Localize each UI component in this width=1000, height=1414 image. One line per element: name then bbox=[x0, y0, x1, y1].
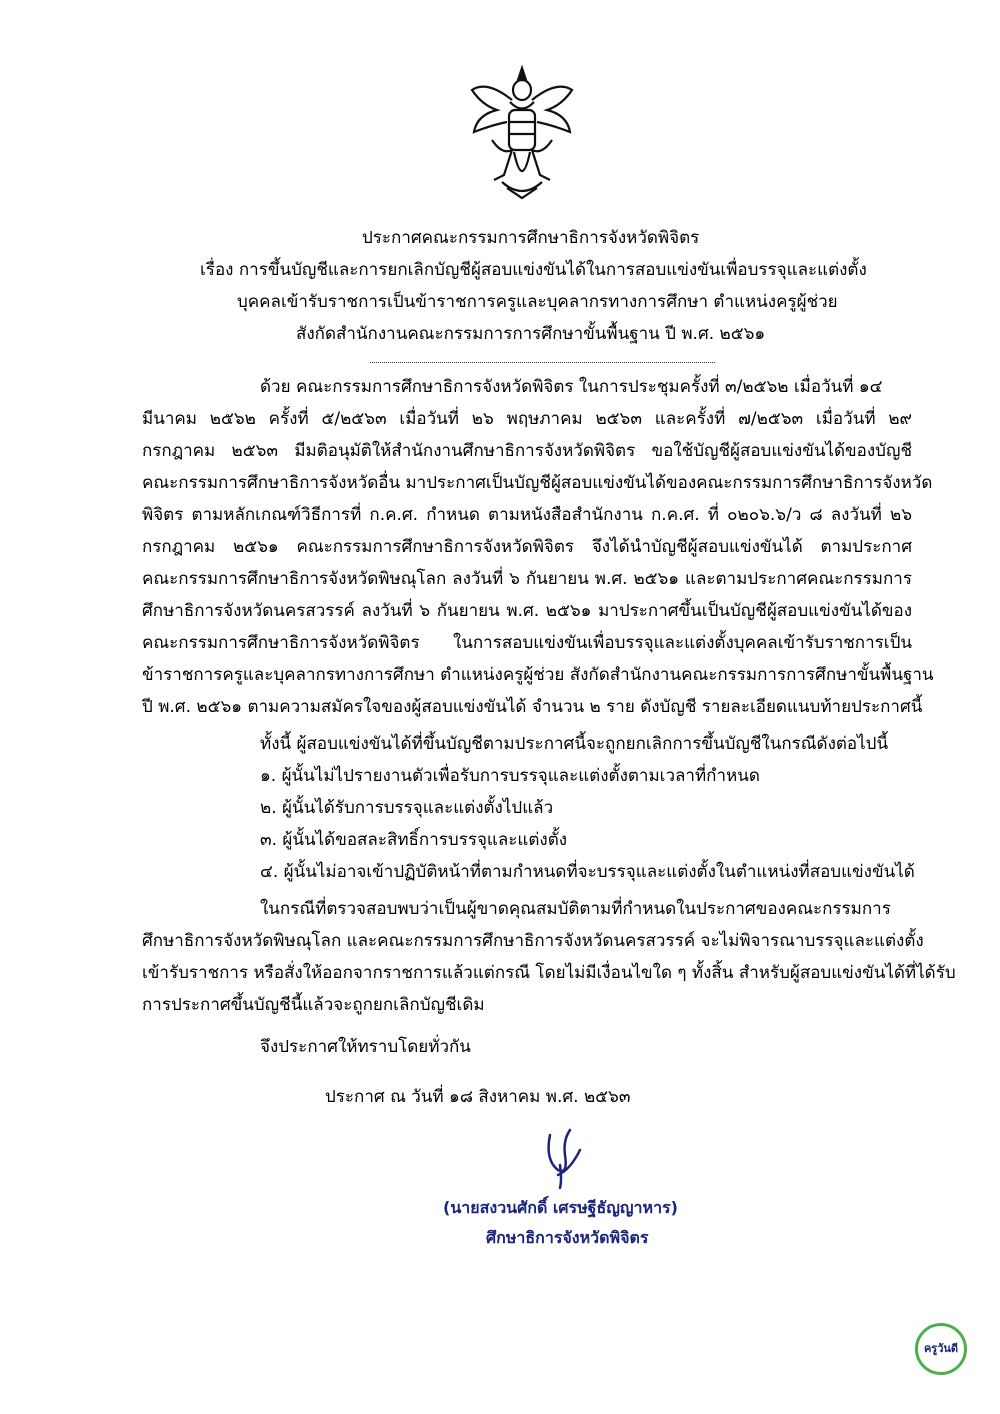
paragraph-1-line: กรกฎาคม ๒๕๖๑ คณะกรรมการศึกษาธิการจังหวัดพิจิตร จึงได้นำบัญชีผู้สอบแข่งขันได้ ตามประกาศ bbox=[142, 537, 912, 557]
paragraph-3-line: เข้ารับราชการ หรือสั่งให้ออกจากราชการแล้วแต่กรณี โดยไม่มีเงื่อนไขใด ๆ ทั้งสิ้น สำหรับผู้สอบแข่งขันได้ที่ได้รับ bbox=[142, 963, 956, 983]
paragraph-3-line: ศึกษาธิการจังหวัดพิษณุโลก และคณะกรรมการศึกษาธิการจังหวัดนครสวรรค์ จะไม่พิจารณาบรรจุและแต่งตั้ง bbox=[142, 931, 924, 951]
closing-statement: จึงประกาศให้ทราบโดยทั่วกัน bbox=[260, 1037, 471, 1057]
subject-line-3: สังกัดสำนักงานคณะกรรมการการศึกษาขั้นพื้นฐาน ปี พ.ศ. ๒๕๖๑ bbox=[296, 324, 766, 344]
paragraph-1-line: คณะกรรมการศึกษาธิการจังหวัดพิจิตร ในการสอบแข่งขันเพื่อบรรจุและแต่งตั้งบุคคลเข้ารับราชการเป็น bbox=[142, 633, 912, 653]
paragraph-1-line: ข้าราชการครูและบุคลากรทางการศึกษา ตำแหน่งครูผู้ช่วย สังกัดสำนักงานคณะกรรมการการศึกษาขั้นพื้นฐาน bbox=[142, 665, 934, 685]
signatory-name: (นายสงวนศักดิ์ เศรษฐีธัญญาหาร) bbox=[443, 1198, 678, 1217]
list-item: ๑. ผู้นั้นไม่ไปรายงานตัวเพื่อรับการบรรจุและแต่งตั้งตามเวลาที่กำหนด bbox=[260, 766, 760, 786]
garuda-emblem-icon bbox=[462, 60, 582, 205]
announcement-date: ประกาศ ณ วันที่ ๑๘ สิงหาคม พ.ศ. ๒๕๖๓ bbox=[325, 1087, 631, 1107]
paragraph-2-intro: ทั้งนี้ ผู้สอบแข่งขันได้ที่ขึ้นบัญชีตามประกาศนี้จะถูกยกเลิกการขึ้นบัญชีในกรณีดังต่อไปนี้ bbox=[260, 734, 889, 754]
paragraph-1-line: ปี พ.ศ. ๒๕๖๑ ตามความสมัครใจของผู้สอบแข่งขันได้ จำนวน ๒ ราย ดังบัญชี รายละเอียดแนบท้ายประกาศนี้ bbox=[142, 697, 923, 717]
paragraph-3-line: ในกรณีที่ตรวจสอบพบว่าเป็นผู้ขาดคุณสมบัติตามที่กำหนดในประกาศของคณะกรรมการ bbox=[260, 899, 891, 919]
paragraph-1-line: คณะกรรมการศึกษาธิการจังหวัดพิษณุโลก ลงวันที่ ๖ กันยายน พ.ศ. ๒๕๖๑ และตามประกาศคณะกรรมการ bbox=[142, 569, 912, 589]
paragraph-1-line: มีนาคม ๒๕๖๒ ครั้งที่ ๕/๒๕๖๓ เมื่อวันที่ ๒๖ พฤษภาคม ๒๕๖๓ และครั้งที่ ๗/๒๕๖๓ เมื่อวันที่ ๒๙ bbox=[142, 409, 912, 429]
subject-line-2: บุคคลเข้ารับราชการเป็นข้าราชการครูและบุคลากรทางการศึกษา ตำแหน่งครูผู้ช่วย bbox=[237, 292, 838, 312]
watermark-badge bbox=[915, 1323, 967, 1375]
paragraph-1-line: คณะกรรมการศึกษาธิการจังหวัดอื่น มาประกาศเป็นบัญชีผู้สอบแข่งขันได้ของคณะกรรมการศึกษาธิการจังหวัด bbox=[142, 473, 933, 493]
paragraph-1-line: ศึกษาธิการจังหวัดนครสวรรค์ ลงวันที่ ๖ กันยายน พ.ศ. ๒๕๖๑ มาประกาศขึ้นเป็นบัญชีผู้สอบแข่งขันได้ของ bbox=[142, 601, 912, 621]
list-item: ๓. ผู้นั้นได้ขอสละสิทธิ์การบรรจุและแต่งตั้ง bbox=[260, 830, 568, 850]
paragraph-1-line: กรกฎาคม ๒๕๖๓ มีมติอนุมัติให้สำนักงานศึกษาธิการจังหวัดพิจิตร ขอใช้บัญชีผู้สอบแข่งขันได้ของบัญชี bbox=[142, 441, 912, 461]
paragraph-1-line: พิจิตร ตามหลักเกณฑ์วิธีการที่ ก.ค.ศ. กำหนด ตามหนังสือสำนักงาน ก.ค.ศ. ที่ ๐๒๐๖.๖/ว ๘ ลงวันที่ ๒๖ bbox=[142, 505, 912, 525]
paragraph-3-line: การประกาศขึ้นบัญชีนี้แล้วจะถูกยกเลิกบัญชีเดิม bbox=[142, 995, 485, 1015]
watermark-text: ครูวันดี bbox=[923, 1342, 959, 1355]
announcement-title: ประกาศคณะกรรมการศึกษาธิการจังหวัดพิจิตร bbox=[362, 228, 700, 248]
list-item: ๔. ผู้นั้นไม่อาจเข้าปฏิบัติหน้าที่ตามกำหนดที่จะบรรจุและแต่งตั้งในตำแหน่งที่สอบแข่งขันได้ bbox=[260, 862, 915, 882]
signature-icon bbox=[530, 1120, 600, 1190]
list-item: ๒. ผู้นั้นได้รับการบรรจุและแต่งตั้งไปแล้ว bbox=[260, 798, 554, 818]
subject-line-1: เรื่อง การขึ้นบัญชีและการยกเลิกบัญชีผู้สอบแข่งขันได้ในการสอบแข่งขันเพื่อบรรจุและแต่งตั้ง bbox=[200, 260, 867, 280]
dotted-divider bbox=[370, 362, 715, 363]
signatory-position: ศึกษาธิการจังหวัดพิจิตร bbox=[486, 1228, 649, 1247]
paragraph-1-line: ด้วย คณะกรรมการศึกษาธิการจังหวัดพิจิตร ในการประชุมครั้งที่ ๓/๒๕๖๒ เมื่อวันที่ ๑๔ bbox=[260, 377, 883, 397]
